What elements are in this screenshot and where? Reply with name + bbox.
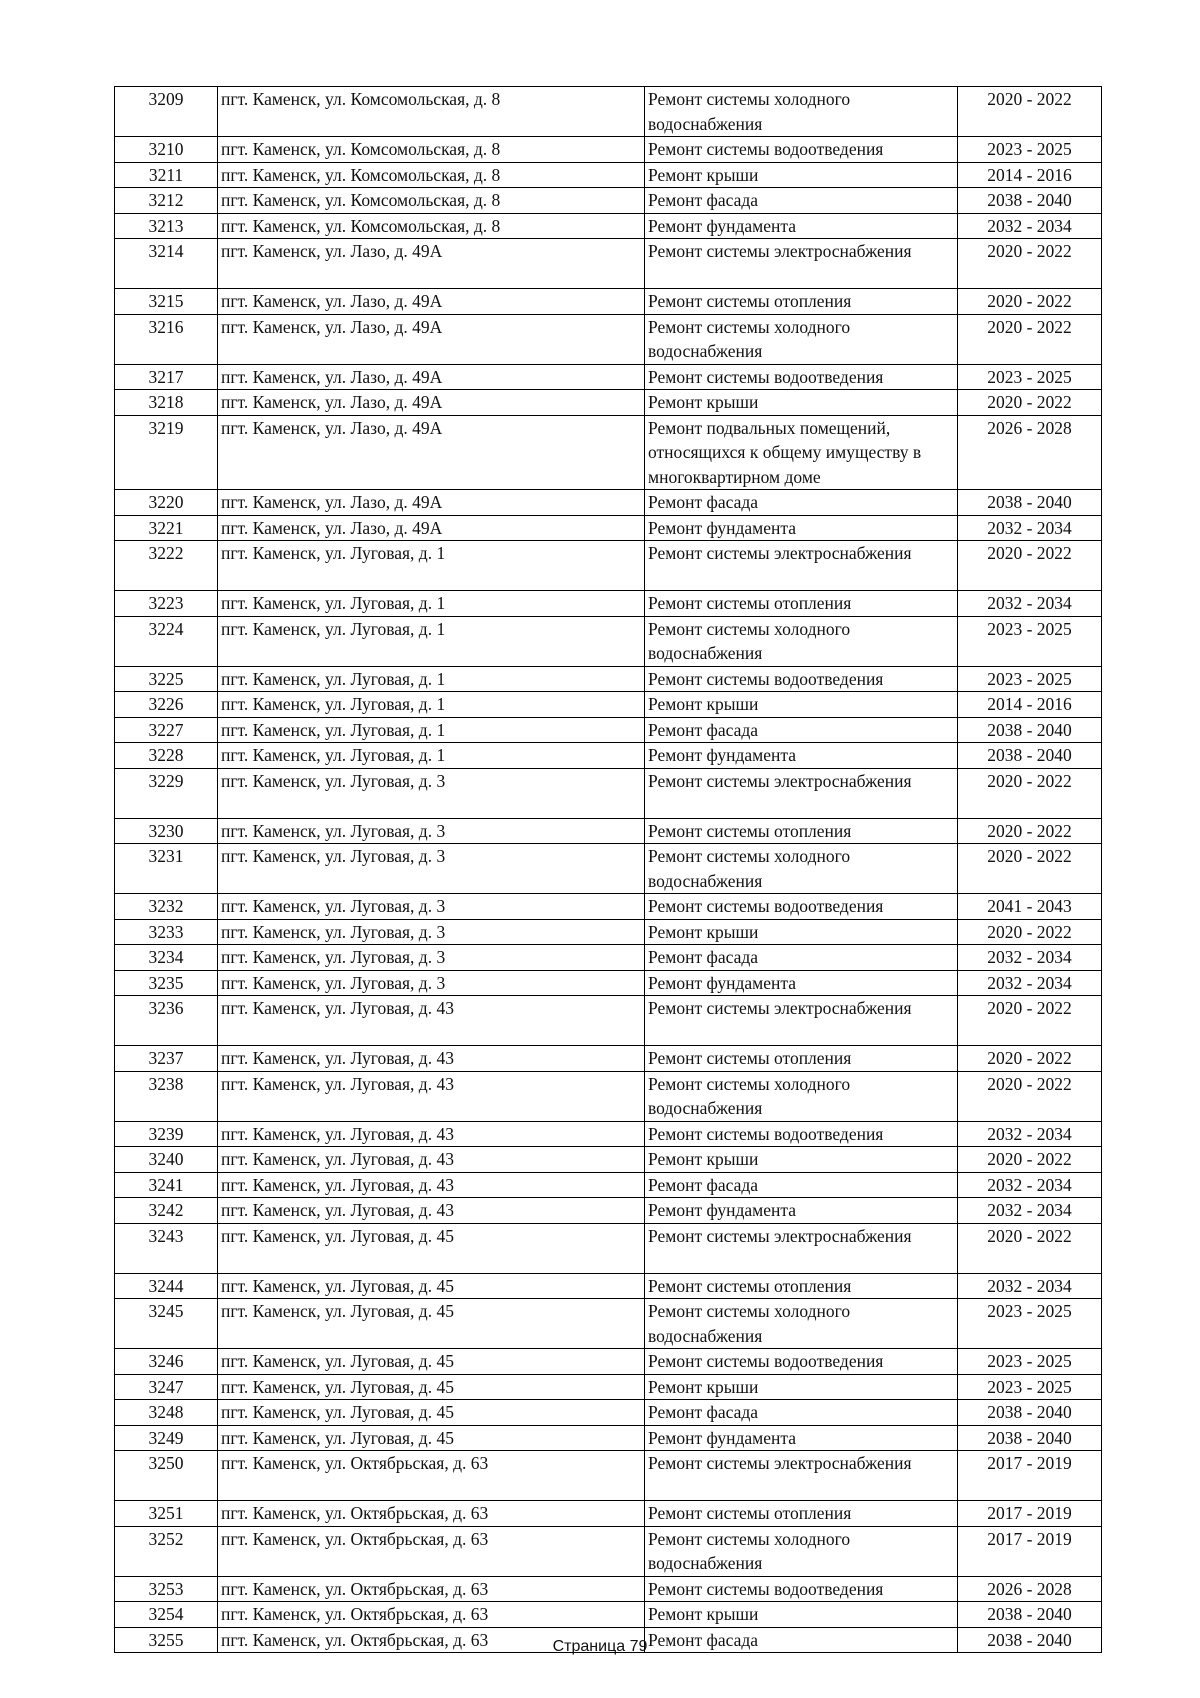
period-cell: 2020 - 2022 [958,1046,1102,1072]
table-row [115,768,1102,818]
period-cell: 2017 - 2019 [958,1526,1102,1576]
address-cell: пгт. Каменск, ул. Октябрьская, д. 63 [218,1451,645,1501]
period-cell: 2023 - 2025 [958,666,1102,692]
work-type-cell: Ремонт фасада [645,188,958,214]
row-number-cell: 3243 [115,1223,218,1273]
address-cell: пгт. Каменск, ул. Луговая, д. 3 [218,970,645,996]
address-cell: пгт. Каменск, ул. Лазо, д. 49А [218,364,645,390]
work-type-cell: Ремонт подвальных помещений, относящихся к общему имуществу в многоквартирном доме [645,415,958,490]
table-row [115,1299,1102,1349]
work-type-cell: Ремонт системы водоотведения [645,1121,958,1147]
row-number-cell: 3219 [115,415,218,490]
row-number-cell: 3248 [115,1400,218,1426]
address-cell: пгт. Каменск, ул. Луговая, д. 1 [218,692,645,718]
period-cell: 2020 - 2022 [958,996,1102,1046]
work-type-cell: Ремонт системы холодного водоснабжения [645,844,958,894]
row-number-cell: 3255 [115,1627,218,1653]
table-row [115,1400,1102,1426]
table-row [115,692,1102,718]
row-number-cell: 3210 [115,137,218,163]
period-cell: 2038 - 2040 [958,490,1102,516]
address-cell: пгт. Каменск, ул. Лазо, д. 49А [218,415,645,490]
table-row [115,1121,1102,1147]
address-cell: пгт. Каменск, ул. Октябрьская, д. 63 [218,1526,645,1576]
table-row [115,1172,1102,1198]
address-cell: пгт. Каменск, ул. Луговая, д. 45 [218,1349,645,1375]
work-type-cell: Ремонт системы водоотведения [645,894,958,920]
row-number-cell: 3251 [115,1501,218,1527]
row-number-cell: 3244 [115,1273,218,1299]
address-cell: пгт. Каменск, ул. Луговая, д. 1 [218,743,645,769]
period-cell: 2017 - 2019 [958,1501,1102,1527]
period-cell: 2032 - 2034 [958,1121,1102,1147]
address-cell: пгт. Каменск, ул. Луговая, д. 3 [218,768,645,818]
period-cell: 2038 - 2040 [958,188,1102,214]
address-cell: пгт. Каменск, ул. Комсомольская, д. 8 [218,162,645,188]
period-cell: 2020 - 2022 [958,289,1102,315]
period-cell: 2032 - 2034 [958,1198,1102,1224]
work-type-cell: Ремонт системы холодного водоснабжения [645,314,958,364]
period-cell: 2032 - 2034 [958,1273,1102,1299]
period-cell: 2038 - 2040 [958,1627,1102,1653]
period-cell: 2020 - 2022 [958,314,1102,364]
address-cell: пгт. Каменск, ул. Комсомольская, д. 8 [218,213,645,239]
row-number-cell: 3239 [115,1121,218,1147]
table-row [115,1223,1102,1273]
period-cell: 2020 - 2022 [958,541,1102,591]
period-cell: 2032 - 2034 [958,970,1102,996]
table-row [115,616,1102,666]
row-number-cell: 3252 [115,1526,218,1576]
table-row [115,1198,1102,1224]
work-type-cell: Ремонт системы отопления [645,289,958,315]
period-cell: 2020 - 2022 [958,818,1102,844]
row-number-cell: 3224 [115,616,218,666]
page-number: Страница 79 [552,1638,648,1655]
address-cell: пгт. Каменск, ул. Лазо, д. 49А [218,314,645,364]
table-row [115,1147,1102,1173]
period-cell: 2020 - 2022 [958,390,1102,416]
address-cell: пгт. Каменск, ул. Луговая, д. 45 [218,1374,645,1400]
repair-schedule-table [114,86,1102,1653]
table-row [115,1349,1102,1375]
row-number-cell: 3233 [115,919,218,945]
table-row [115,970,1102,996]
address-cell: пгт. Каменск, ул. Луговая, д. 1 [218,717,645,743]
work-type-cell: Ремонт системы отопления [645,591,958,617]
table-row [115,1374,1102,1400]
work-type-cell: Ремонт системы электроснабжения [645,1451,958,1501]
table-row [115,415,1102,490]
row-number-cell: 3215 [115,289,218,315]
period-cell: 2032 - 2034 [958,213,1102,239]
row-number-cell: 3247 [115,1374,218,1400]
table-row [115,137,1102,163]
period-cell: 2023 - 2025 [958,1349,1102,1375]
period-cell: 2020 - 2022 [958,844,1102,894]
period-cell: 2038 - 2040 [958,1425,1102,1451]
work-type-cell: Ремонт фундамента [645,1425,958,1451]
work-type-cell: Ремонт системы электроснабжения [645,996,958,1046]
address-cell: пгт. Каменск, ул. Луговая, д. 43 [218,1071,645,1121]
period-cell: 2023 - 2025 [958,364,1102,390]
period-cell: 2038 - 2040 [958,743,1102,769]
table-row [115,1451,1102,1501]
table-row [115,1576,1102,1602]
table-row [115,996,1102,1046]
work-type-cell: Ремонт крыши [645,1374,958,1400]
work-type-cell: Ремонт крыши [645,1147,958,1173]
table-row [115,1501,1102,1527]
table-row [115,818,1102,844]
row-number-cell: 3214 [115,239,218,289]
period-cell: 2020 - 2022 [958,239,1102,289]
table-row [115,717,1102,743]
address-cell: пгт. Каменск, ул. Лазо, д. 49А [218,239,645,289]
table-row [115,1071,1102,1121]
address-cell: пгт. Каменск, ул. Луговая, д. 3 [218,818,645,844]
table-row [115,1602,1102,1628]
work-type-cell: Ремонт фасада [645,1172,958,1198]
table-row [115,945,1102,971]
work-type-cell: Ремонт крыши [645,919,958,945]
work-type-cell: Ремонт системы холодного водоснабжения [645,87,958,137]
period-cell: 2020 - 2022 [958,1147,1102,1173]
period-cell: 2038 - 2040 [958,1400,1102,1426]
table-row [115,1273,1102,1299]
address-cell: пгт. Каменск, ул. Луговая, д. 3 [218,919,645,945]
table-row [115,666,1102,692]
period-cell: 2023 - 2025 [958,616,1102,666]
address-cell: пгт. Каменск, ул. Комсомольская, д. 8 [218,87,645,137]
row-number-cell: 3230 [115,818,218,844]
address-cell: пгт. Каменск, ул. Октябрьская, д. 63 [218,1576,645,1602]
work-type-cell: Ремонт системы отопления [645,818,958,844]
row-number-cell: 3232 [115,894,218,920]
row-number-cell: 3217 [115,364,218,390]
work-type-cell: Ремонт фасада [645,490,958,516]
address-cell: пгт. Каменск, ул. Луговая, д. 43 [218,1147,645,1173]
work-type-cell: Ремонт фасада [645,717,958,743]
address-cell: пгт. Каменск, ул. Луговая, д. 1 [218,541,645,591]
table-row [115,1425,1102,1451]
work-type-cell: Ремонт системы водоотведения [645,666,958,692]
row-number-cell: 3223 [115,591,218,617]
table-row [115,894,1102,920]
row-number-cell: 3250 [115,1451,218,1501]
period-cell: 2020 - 2022 [958,919,1102,945]
row-number-cell: 3222 [115,541,218,591]
table-row [115,490,1102,516]
table-row [115,1046,1102,1072]
period-cell: 2032 - 2034 [958,1172,1102,1198]
row-number-cell: 3226 [115,692,218,718]
row-number-cell: 3234 [115,945,218,971]
table-row [115,188,1102,214]
row-number-cell: 3216 [115,314,218,364]
period-cell: 2020 - 2022 [958,87,1102,137]
work-type-cell: Ремонт системы отопления [645,1501,958,1527]
address-cell: пгт. Каменск, ул. Луговая, д. 43 [218,1121,645,1147]
period-cell: 2014 - 2016 [958,162,1102,188]
address-cell: пгт. Каменск, ул. Лазо, д. 49А [218,289,645,315]
address-cell: пгт. Каменск, ул. Луговая, д. 1 [218,616,645,666]
period-cell: 2020 - 2022 [958,1223,1102,1273]
address-cell: пгт. Каменск, ул. Луговая, д. 45 [218,1400,645,1426]
work-type-cell: Ремонт фасада [645,1400,958,1426]
table-body [115,87,1102,1653]
table-row [115,1526,1102,1576]
work-type-cell: Ремонт системы электроснабжения [645,768,958,818]
period-cell: 2038 - 2040 [958,1602,1102,1628]
work-type-cell: Ремонт системы холодного водоснабжения [645,616,958,666]
row-number-cell: 3225 [115,666,218,692]
work-type-cell: Ремонт системы водоотведения [645,1576,958,1602]
period-cell: 2038 - 2040 [958,717,1102,743]
address-cell: пгт. Каменск, ул. Октябрьская, д. 63 [218,1501,645,1527]
work-type-cell: Ремонт системы холодного водоснабжения [645,1526,958,1576]
table-row [115,213,1102,239]
table-row [115,541,1102,591]
row-number-cell: 3242 [115,1198,218,1224]
row-number-cell: 3218 [115,390,218,416]
row-number-cell: 3254 [115,1602,218,1628]
work-type-cell: Ремонт системы холодного водоснабжения [645,1299,958,1349]
work-type-cell: Ремонт системы водоотведения [645,364,958,390]
address-cell: пгт. Каменск, ул. Луговая, д. 45 [218,1273,645,1299]
table-row [115,919,1102,945]
work-type-cell: Ремонт фундамента [645,213,958,239]
work-type-cell: Ремонт системы отопления [645,1273,958,1299]
period-cell: 2017 - 2019 [958,1451,1102,1501]
work-type-cell: Ремонт системы электроснабжения [645,239,958,289]
address-cell: пгт. Каменск, ул. Октябрьская, д. 63 [218,1627,645,1653]
row-number-cell: 3209 [115,87,218,137]
address-cell: пгт. Каменск, ул. Лазо, д. 49А [218,515,645,541]
row-number-cell: 3220 [115,490,218,516]
work-type-cell: Ремонт системы отопления [645,1046,958,1072]
row-number-cell: 3241 [115,1172,218,1198]
period-cell: 2032 - 2034 [958,591,1102,617]
work-type-cell: Ремонт фундамента [645,1198,958,1224]
period-cell: 2023 - 2025 [958,137,1102,163]
row-number-cell: 3237 [115,1046,218,1072]
period-cell: 2014 - 2016 [958,692,1102,718]
address-cell: пгт. Каменск, ул. Комсомольская, д. 8 [218,137,645,163]
row-number-cell: 3229 [115,768,218,818]
address-cell: пгт. Каменск, ул. Луговая, д. 43 [218,1046,645,1072]
address-cell: пгт. Каменск, ул. Луговая, д. 1 [218,666,645,692]
table-row [115,515,1102,541]
row-number-cell: 3240 [115,1147,218,1173]
work-type-cell: Ремонт системы электроснабжения [645,541,958,591]
row-number-cell: 3212 [115,188,218,214]
table-row [115,239,1102,289]
work-type-cell: Ремонт фасада [645,945,958,971]
table-row [115,87,1102,137]
row-number-cell: 3253 [115,1576,218,1602]
row-number-cell: 3246 [115,1349,218,1375]
row-number-cell: 3227 [115,717,218,743]
work-type-cell: Ремонт системы электроснабжения [645,1223,958,1273]
work-type-cell: Ремонт фундамента [645,970,958,996]
row-number-cell: 3221 [115,515,218,541]
table-row [115,390,1102,416]
period-cell: 2026 - 2028 [958,1576,1102,1602]
address-cell: пгт. Каменск, ул. Комсомольская, д. 8 [218,188,645,214]
period-cell: 2026 - 2028 [958,415,1102,490]
address-cell: пгт. Каменск, ул. Луговая, д. 43 [218,1172,645,1198]
address-cell: пгт. Каменск, ул. Луговая, д. 45 [218,1425,645,1451]
period-cell: 2020 - 2022 [958,768,1102,818]
period-cell: 2032 - 2034 [958,515,1102,541]
work-type-cell: Ремонт крыши [645,390,958,416]
address-cell: пгт. Каменск, ул. Луговая, д. 45 [218,1299,645,1349]
work-type-cell: Ремонт крыши [645,692,958,718]
row-number-cell: 3231 [115,844,218,894]
period-cell: 2023 - 2025 [958,1299,1102,1349]
work-type-cell: Ремонт системы холодного водоснабжения [645,1071,958,1121]
address-cell: пгт. Каменск, ул. Лазо, д. 49А [218,490,645,516]
address-cell: пгт. Каменск, ул. Луговая, д. 3 [218,894,645,920]
row-number-cell: 3236 [115,996,218,1046]
table-row [115,743,1102,769]
work-type-cell: Ремонт фасада [645,1627,958,1653]
period-cell: 2032 - 2034 [958,945,1102,971]
address-cell: пгт. Каменск, ул. Луговая, д. 45 [218,1223,645,1273]
work-type-cell: Ремонт крыши [645,1602,958,1628]
table-row [115,364,1102,390]
address-cell: пгт. Каменск, ул. Лазо, д. 49А [218,390,645,416]
work-type-cell: Ремонт крыши [645,162,958,188]
work-type-cell: Ремонт фундамента [645,515,958,541]
table-row [115,162,1102,188]
row-number-cell: 3249 [115,1425,218,1451]
period-cell: 2041 - 2043 [958,894,1102,920]
row-number-cell: 3211 [115,162,218,188]
address-cell: пгт. Каменск, ул. Луговая, д. 43 [218,996,645,1046]
work-type-cell: Ремонт фундамента [645,743,958,769]
table-row [115,591,1102,617]
address-cell: пгт. Каменск, ул. Луговая, д. 3 [218,844,645,894]
period-cell: 2023 - 2025 [958,1374,1102,1400]
address-cell: пгт. Каменск, ул. Луговая, д. 43 [218,1198,645,1224]
work-type-cell: Ремонт системы водоотведения [645,1349,958,1375]
table-row [115,289,1102,315]
row-number-cell: 3238 [115,1071,218,1121]
table-row [115,314,1102,364]
table-row [115,844,1102,894]
row-number-cell: 3228 [115,743,218,769]
row-number-cell: 3245 [115,1299,218,1349]
row-number-cell: 3213 [115,213,218,239]
period-cell: 2020 - 2022 [958,1071,1102,1121]
address-cell: пгт. Каменск, ул. Луговая, д. 1 [218,591,645,617]
work-type-cell: Ремонт системы водоотведения [645,137,958,163]
address-cell: пгт. Каменск, ул. Луговая, д. 3 [218,945,645,971]
address-cell: пгт. Каменск, ул. Октябрьская, д. 63 [218,1602,645,1628]
row-number-cell: 3235 [115,970,218,996]
